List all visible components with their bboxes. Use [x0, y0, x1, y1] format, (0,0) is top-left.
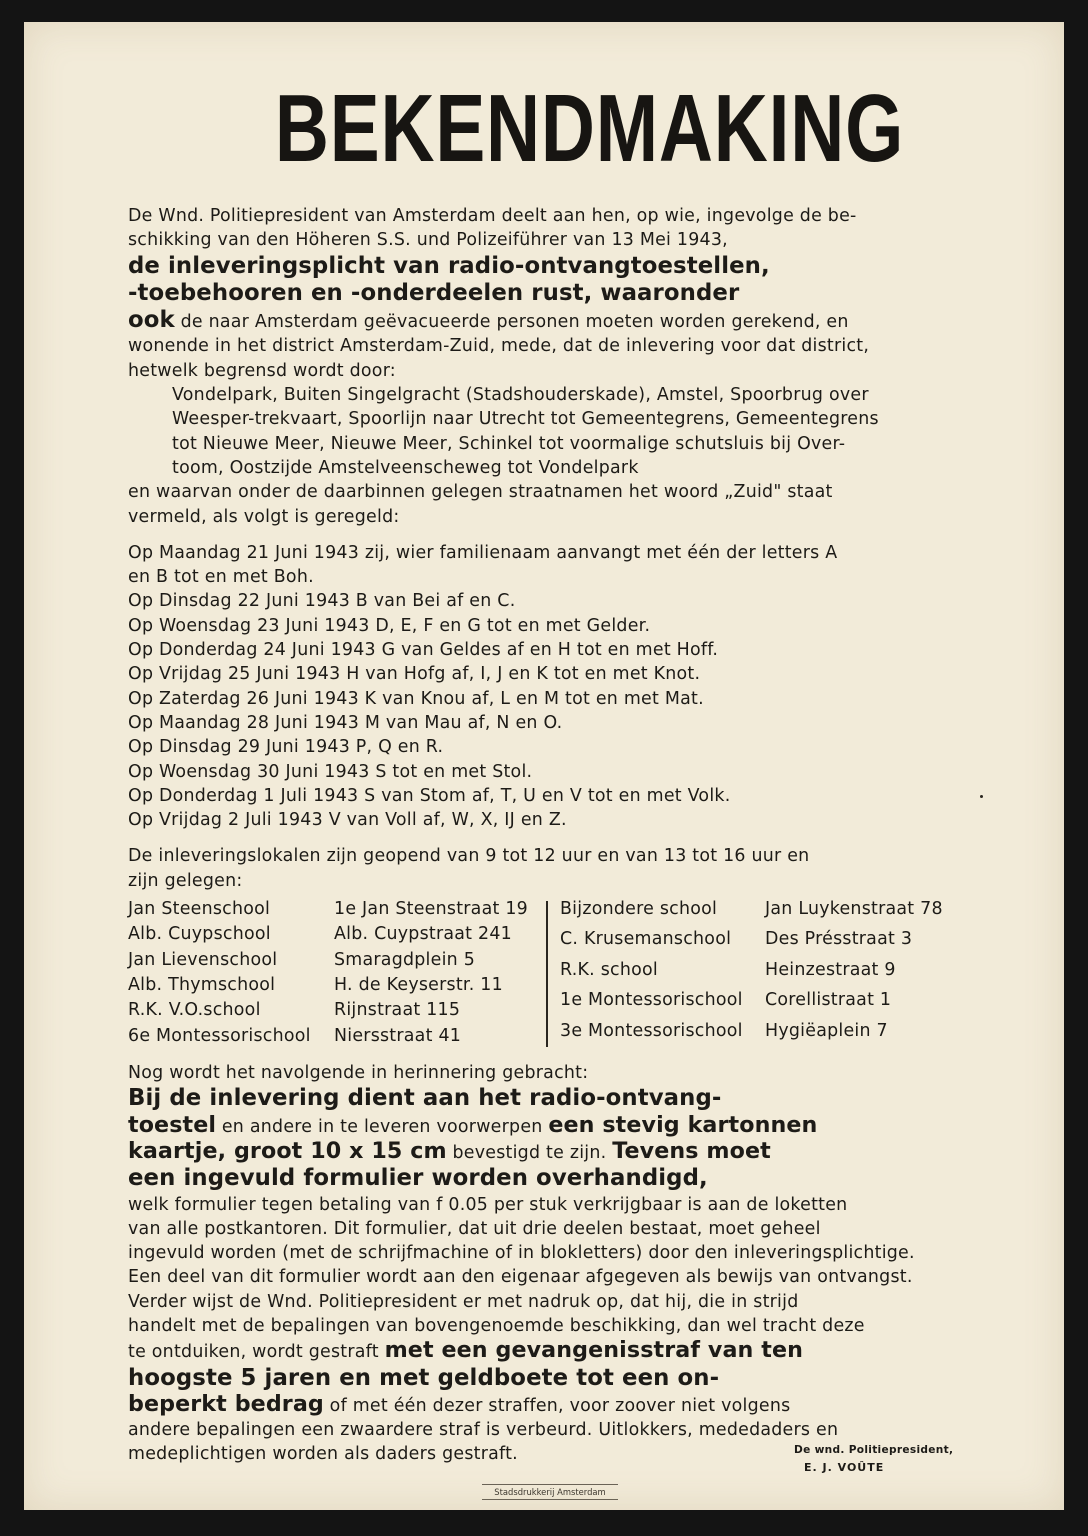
streets-line: en waarvan onder de daarbinnen gelegen straatnamen het woord „Zuid" staat [128, 482, 833, 503]
reminder-line: van alle postkantoren. Dit formulier, dat uit drie deelen bestaat, moet geheel [128, 1218, 821, 1239]
reminder-line: Een deel van dit formulier wordt aan den eigenaar afgegeven als bewijs van ontvangst. [128, 1267, 913, 1288]
intro-line: schikking van den Höheren S.S. und Polizeiführer van 13 Mei 1943, [128, 230, 728, 251]
reminder-line: welk formulier tegen betaling van f 0.05 per stuk verkrijgbaar is aan de loketten [128, 1194, 848, 1215]
schedule-line: Op Dinsdag 29 Juni 1943 P, Q en R. [128, 737, 444, 758]
school-name: Jan Lievenschool [128, 949, 278, 970]
school-address: Niersstraat 41 [334, 1025, 462, 1046]
schedule-line: Op Maandag 21 Juni 1943 zij, wier familienaam aanvangt met één der letters A [128, 542, 838, 563]
boundary-line: toom, Oostzijde Amstelveenscheweg tot Vondelpark [172, 457, 639, 478]
penalty-line: andere bepalingen een zwaardere straf is verbeurd. Uitlokkers, mededaders en [128, 1420, 839, 1441]
reminder-emphasis: Tevens moet [612, 1137, 771, 1164]
poster-sheet [24, 22, 1064, 1510]
school-address: Jan Luykenstraat 78 [765, 899, 943, 920]
reminder-emphasis: een stevig kartonnen [548, 1111, 818, 1138]
intro-line: wonende in het district Amsterdam-Zuid, mede, dat de inlevering voor dat district, [128, 336, 870, 357]
school-address: Hygiëaplein 7 [765, 1020, 888, 1041]
school-name: 3e Montessorischool [560, 1020, 743, 1041]
school-address: Des Présstraat 3 [765, 929, 913, 950]
reminder-emphasis: kaartje, groot 10 x 15 cm [128, 1137, 447, 1164]
penalty-line: te ontduiken, wordt gestraft [128, 1342, 385, 1363]
school-name: Alb. Cuypschool [128, 924, 271, 945]
school-name: 1e Montessorischool [560, 990, 743, 1011]
school-name: R.K. V.O.school [128, 1000, 261, 1021]
schedule-line: en B tot en met Boh. [128, 567, 314, 588]
reminder-emphasis: Bij de inlevering dient aan het radio-ontvang- [128, 1085, 722, 1112]
intro-paragraph [128, 204, 974, 383]
school-name: Bijzondere school [560, 899, 718, 920]
school-address: Alb. Cuypstraat 241 [334, 924, 512, 945]
streets-paragraph [128, 480, 974, 529]
schedule-line: Op Vrijdag 25 Juni 1943 H van Hofg af, I, J en K tot en met Knot. [128, 664, 701, 685]
district-boundary [128, 383, 974, 480]
penalty-line: of met één dezer straffen, voor zoover niet volgens [323, 1395, 791, 1416]
intro-line: de naar Amsterdam geëvacueerde personen moeten worden gerekend, en [174, 312, 849, 333]
school-address: H. de Keyserstr. 11 [334, 975, 503, 995]
reminder-emphasis: toestel [128, 1111, 217, 1138]
school-address: Smaragdplein 5 [334, 949, 476, 970]
penalty-emphasis: hoogste 5 jaren en met geldboete tot een on- [128, 1364, 720, 1391]
penalty-line: Verder wijst de Wnd. Politiepresident er met nadruk op, dat hij, die in strijd [128, 1291, 799, 1312]
boundary-line: Vondelpark, Buiten Singelgracht (Stadshouderskade), Amstel, Spoorbrug over [172, 385, 869, 406]
schedule-line: Op Vrijdag 2 Juli 1943 V van Voll af, W, X, IJ en Z. [128, 810, 567, 831]
signature-name: E. J. VOÛTE [804, 1461, 885, 1474]
school-address: Rijnstraat 115 [334, 1000, 461, 1021]
duty-emphasis: -toebehooren en -onderdeelen rust, waaronder [128, 279, 740, 306]
schedule-line: Op Dinsdag 22 Juni 1943 B van Bei af en C. [128, 591, 516, 612]
reminder-emphasis: een ingevuld formulier worden overhandigd, [128, 1165, 708, 1192]
hours-line: zijn gelegen: [128, 870, 243, 891]
locations-right-column [560, 897, 943, 1049]
intro-line: hetwelk begrensd wordt door: [128, 360, 396, 381]
signature-role: De wnd. Politiepresident, [794, 1444, 954, 1456]
reminder-line: ingevuld worden (met de schrijfmachine of in blokletters) door den inleveringsplichtige. [128, 1243, 915, 1264]
school-address: 1e Jan Steenstraat 19 [334, 899, 528, 920]
schedule-line: Op Donderdag 1 Juli 1943 S van Stom af, T, U en V tot en met Volk. [128, 785, 731, 806]
schedule-line: Op Donderdag 24 Juni 1943 G van Geldes af en H tot en met Hoff. [128, 640, 719, 661]
school-address: Corellistraat 1 [765, 990, 892, 1011]
school-name: 6e Montessorischool [128, 1025, 311, 1046]
schedule-line: Op Zaterdag 26 Juni 1943 K van Knou af, L en M tot en met Mat. [128, 688, 704, 709]
boundary-line: tot Nieuwe Meer, Nieuwe Meer, Schinkel tot voormalige schutsluis bij Over- [172, 433, 846, 454]
hours-line: De inleveringslokalen zijn geopend van 9 tot 12 uur en van 13 tot 16 uur en [128, 846, 810, 867]
opening-hours [128, 844, 974, 893]
school-name: C. Krusemanschool [560, 929, 732, 950]
penalty-emphasis: beperkt bedrag [128, 1390, 324, 1417]
school-name: R.K. school [560, 959, 658, 980]
paper-speck [980, 795, 983, 798]
reminder-paragraph [128, 1061, 974, 1290]
boundary-line: Weesper-trekvaart, Spoorlijn naar Utrecht tot Gemeentegrens, Gemeentegrens [172, 409, 879, 430]
schedule-line: Op Maandag 28 Juni 1943 M van Mau af, N en O. [128, 712, 563, 733]
poster-title: BEKENDMAKING [274, 75, 905, 182]
printer-imprint: Stadsdrukkerij Amsterdam [482, 1484, 618, 1500]
duty-emphasis: ook [128, 307, 175, 334]
school-name: Jan Steenschool [128, 899, 271, 920]
school-name: Alb. Thymschool [128, 975, 276, 995]
reminder-line: bevestigd te zijn. [446, 1142, 613, 1163]
penalty-line: medeplichtigen worden als daders gestraft. [128, 1444, 518, 1465]
duty-emphasis: de inleveringsplicht van radio-ontvangtoestellen, [128, 252, 770, 279]
reminder-line: en andere in te leveren voorwerpen [216, 1116, 549, 1137]
streets-line: vermeld, als volgt is geregeld: [128, 506, 400, 527]
schedule-line: Op Woensdag 30 Juni 1943 S tot en met Stol. [128, 761, 533, 782]
schedule-line: Op Woensdag 23 Juni 1943 D, E, F en G tot en met Gelder. [128, 615, 651, 636]
intro-line: De Wnd. Politiepresident van Amsterdam deelt aan hen, op wie, ingevolge de be- [128, 206, 857, 226]
collection-locations [128, 897, 974, 1049]
column-divider [546, 901, 548, 1047]
locations-left-column [128, 897, 542, 1049]
poster-body [128, 204, 974, 1467]
signature-block [794, 1441, 974, 1477]
school-address: Heinzestraat 9 [765, 959, 896, 980]
collection-schedule [128, 541, 974, 833]
penalty-line: handelt met de bepalingen van bovengenoemde beschikking, dan wel tracht deze [128, 1315, 865, 1336]
reminder-intro: Nog wordt het navolgende in herinnering gebracht: [128, 1063, 589, 1084]
penalty-emphasis: met een gevangenisstraf van ten [384, 1337, 804, 1364]
